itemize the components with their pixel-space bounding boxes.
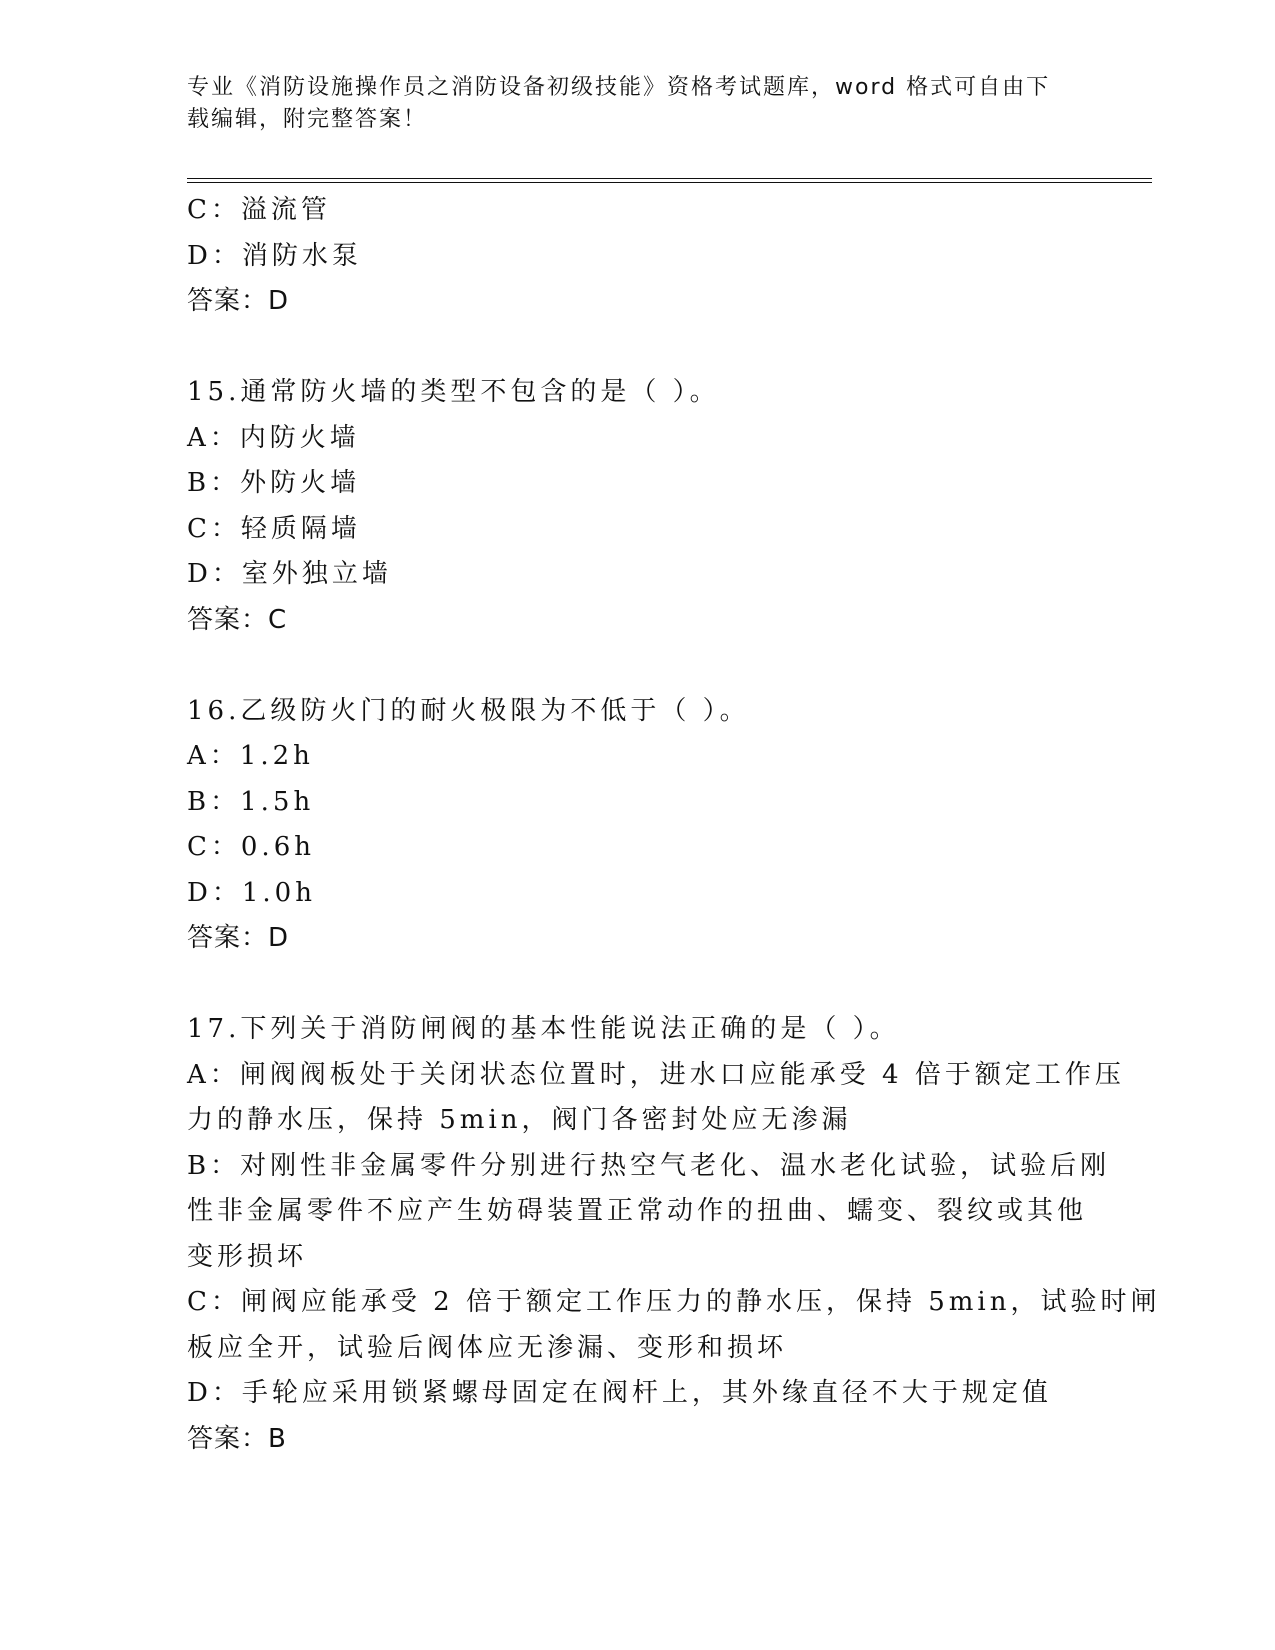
option-b: B：外防火墙 bbox=[187, 468, 361, 498]
header-divider-bottom bbox=[187, 182, 1152, 183]
option-c: C：溢流管 bbox=[187, 195, 331, 225]
question-list bbox=[187, 188, 1161, 1462]
answer: 答案：D bbox=[187, 286, 290, 316]
option-c: C：轻质隔墙 bbox=[187, 513, 361, 544]
option-d: D：手轮应采用锁紧螺母固定在阀杆上，其外缘直径不大于规定值 bbox=[187, 1378, 1052, 1408]
spacer bbox=[187, 962, 1087, 1008]
option-b-line-2: 性非金属零件不应产生妨碍装置正常动作的扭曲、蠕变、裂纹或其他 bbox=[187, 1196, 1088, 1226]
option-a: A：内防火墙 bbox=[187, 422, 360, 453]
document-header bbox=[187, 72, 1087, 136]
option-a: A：1.2h bbox=[187, 741, 314, 771]
option-b: B：1.5h bbox=[187, 786, 315, 817]
option-d: D：室外独立墙 bbox=[187, 559, 392, 589]
option-d: D：1.0h bbox=[187, 877, 316, 908]
question-15 bbox=[187, 370, 1087, 643]
option-b-line-1: B：对刚性非金属零件分别进行热空气老化、温水老化试验，试验后刚 bbox=[187, 1150, 1111, 1181]
option-a-line-2: 力的静水压，保持 5min，阀门各密封处应无渗漏 bbox=[187, 1105, 852, 1135]
option-a-line-1: A：闸阀阀板处于关闭状态位置时，进水口应能承受 4 倍于额定工作压 bbox=[187, 1059, 1125, 1090]
option-c-line-1: C：闸阀应能承受 2 倍于额定工作压力的静水压，保持 5min，试验时闸 bbox=[187, 1287, 1161, 1317]
answer: 答案：D bbox=[187, 923, 290, 953]
option-c: C：0.6h bbox=[187, 832, 315, 862]
option-b-line-3: 变形损坏 bbox=[187, 1241, 308, 1272]
spacer bbox=[187, 325, 1087, 371]
option-d: D：消防水泵 bbox=[187, 240, 362, 271]
question-text: 17.下列关于消防闸阀的基本性能说法正确的是（ ）。 bbox=[187, 1014, 900, 1044]
answer: 答案：C bbox=[187, 604, 288, 635]
option-c-line-2: 板应全开，试验后阀体应无渗漏、变形和损坏 bbox=[187, 1332, 788, 1363]
question-16 bbox=[187, 689, 1087, 962]
question-text: 15.通常防火墙的类型不包含的是（ ）。 bbox=[187, 377, 720, 407]
spacer bbox=[187, 643, 1087, 689]
answer: 答案：B bbox=[187, 1423, 287, 1454]
header-line-1: 专业《消防设施操作员之消防设备初级技能》资格考试题库，word 格式可自由下 bbox=[187, 75, 1051, 100]
header-divider-top bbox=[187, 178, 1152, 179]
question-17 bbox=[187, 1007, 1161, 1462]
question-text: 16.乙级防火门的耐火极限为不低于（ ）。 bbox=[187, 695, 750, 726]
question-14 bbox=[187, 188, 1087, 325]
header-line-2: 载编辑，附完整答案！ bbox=[187, 107, 428, 132]
